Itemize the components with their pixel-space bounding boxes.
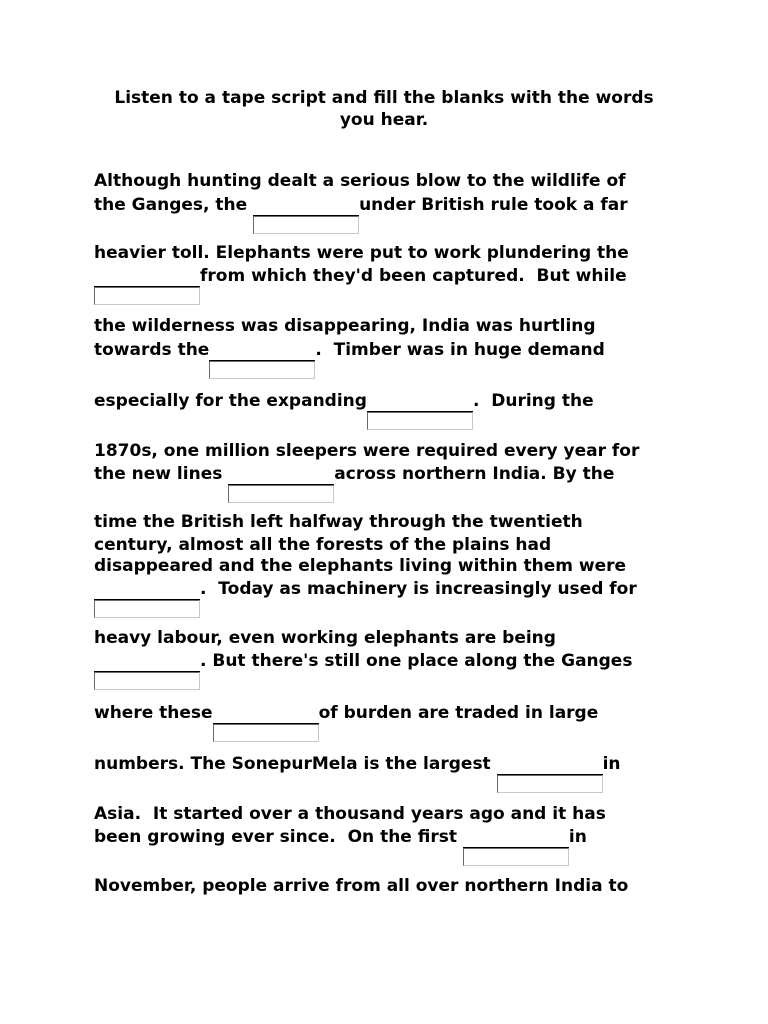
passage-text: under British rule took a far <box>359 195 628 215</box>
passage-text: 1870s, one million sleepers were required every year for <box>94 441 640 461</box>
passage-line-2 <box>94 194 628 216</box>
passage-text: especially for the expanding <box>94 391 367 411</box>
passage-text: numbers. The SonepurMela is the largest <box>94 754 497 774</box>
answer-input-8[interactable] <box>213 724 319 742</box>
blank-10 <box>463 826 569 848</box>
passage-line-17 <box>94 753 621 775</box>
passage-text: November, people arrive from all over northern India to <box>94 876 629 896</box>
answer-input-9[interactable] <box>497 775 603 793</box>
answer-input-7[interactable] <box>94 672 200 690</box>
blank-2 <box>94 265 200 287</box>
instructions-title <box>80 87 688 131</box>
passage-text: across northern India. By the <box>334 464 615 484</box>
passage-text: the new lines <box>94 464 229 484</box>
passage-line-5 <box>94 315 596 337</box>
passage-line-11 <box>94 534 551 556</box>
passage-text: disappeared and the elephants living within them were <box>94 556 627 576</box>
passage-text: Asia. It started over a thousand years ago and it has <box>94 804 606 824</box>
passage-line-20 <box>94 875 628 897</box>
passage-line-14 <box>94 627 556 649</box>
passage-text: in <box>568 827 587 847</box>
blank-9 <box>497 753 603 775</box>
answer-input-5[interactable] <box>228 485 334 503</box>
passage-text: century, almost all the forests of the plains had <box>94 535 552 555</box>
passage-line-1 <box>94 170 626 192</box>
passage-line-19 <box>94 826 587 848</box>
passage-text: the wilderness was disappearing, India was hurtling <box>94 316 596 336</box>
answer-input-6[interactable] <box>94 600 200 618</box>
passage-line-13 <box>94 578 637 600</box>
passage-text: heavier toll. Elephants were put to work plundering the <box>94 243 629 263</box>
passage-line-18 <box>94 803 606 825</box>
passage-text: heavy labour, even working elephants are being <box>94 628 556 648</box>
passage-line-7 <box>94 390 594 412</box>
answer-input-10[interactable] <box>463 848 569 866</box>
answer-input-3[interactable] <box>209 361 315 379</box>
passage-text: in <box>602 754 621 774</box>
passage-text: Although hunting dealt a serious blow to the wildlife of <box>94 171 626 191</box>
passage-line-3 <box>94 242 629 264</box>
passage-text: . During the <box>472 391 594 411</box>
passage-text: of burden are traded in large <box>318 703 599 723</box>
passage-text: . But there's still one place along the Ganges <box>200 651 633 671</box>
passage-line-15 <box>94 650 632 672</box>
passage-text: towards the <box>94 340 210 360</box>
blank-3 <box>209 339 315 361</box>
answer-input-4[interactable] <box>367 412 473 430</box>
blank-7 <box>94 650 200 672</box>
passage-line-6 <box>94 339 605 361</box>
passage-line-16 <box>94 702 598 724</box>
passage-line-9 <box>94 463 614 485</box>
blank-5 <box>228 463 334 485</box>
blank-6 <box>94 578 200 600</box>
answer-input-2[interactable] <box>94 287 200 305</box>
passage-text: time the British left halfway through the twentieth <box>94 512 583 532</box>
answer-input-1[interactable] <box>253 216 359 234</box>
blank-4 <box>367 390 473 412</box>
passage-line-12 <box>94 555 626 577</box>
blank-8 <box>213 702 319 724</box>
instructions-line-2: you hear. <box>339 110 429 130</box>
passage-text: been growing ever since. On the first <box>94 827 463 847</box>
passage-text: from which they'd been captured. But while <box>200 266 627 286</box>
passage-line-10 <box>94 511 583 533</box>
passage-line-8 <box>94 440 639 462</box>
blank-1 <box>253 194 359 216</box>
passage-line-4 <box>94 265 627 287</box>
passage-text: . Today as machinery is increasingly used for <box>200 579 637 599</box>
instructions-line-1: Listen to a tape script and fill the blanks with the words <box>114 88 654 108</box>
passage-text: the Ganges, the <box>94 195 254 215</box>
passage-text: where these <box>94 703 213 723</box>
passage-text: . Timber was in huge demand <box>315 340 605 360</box>
